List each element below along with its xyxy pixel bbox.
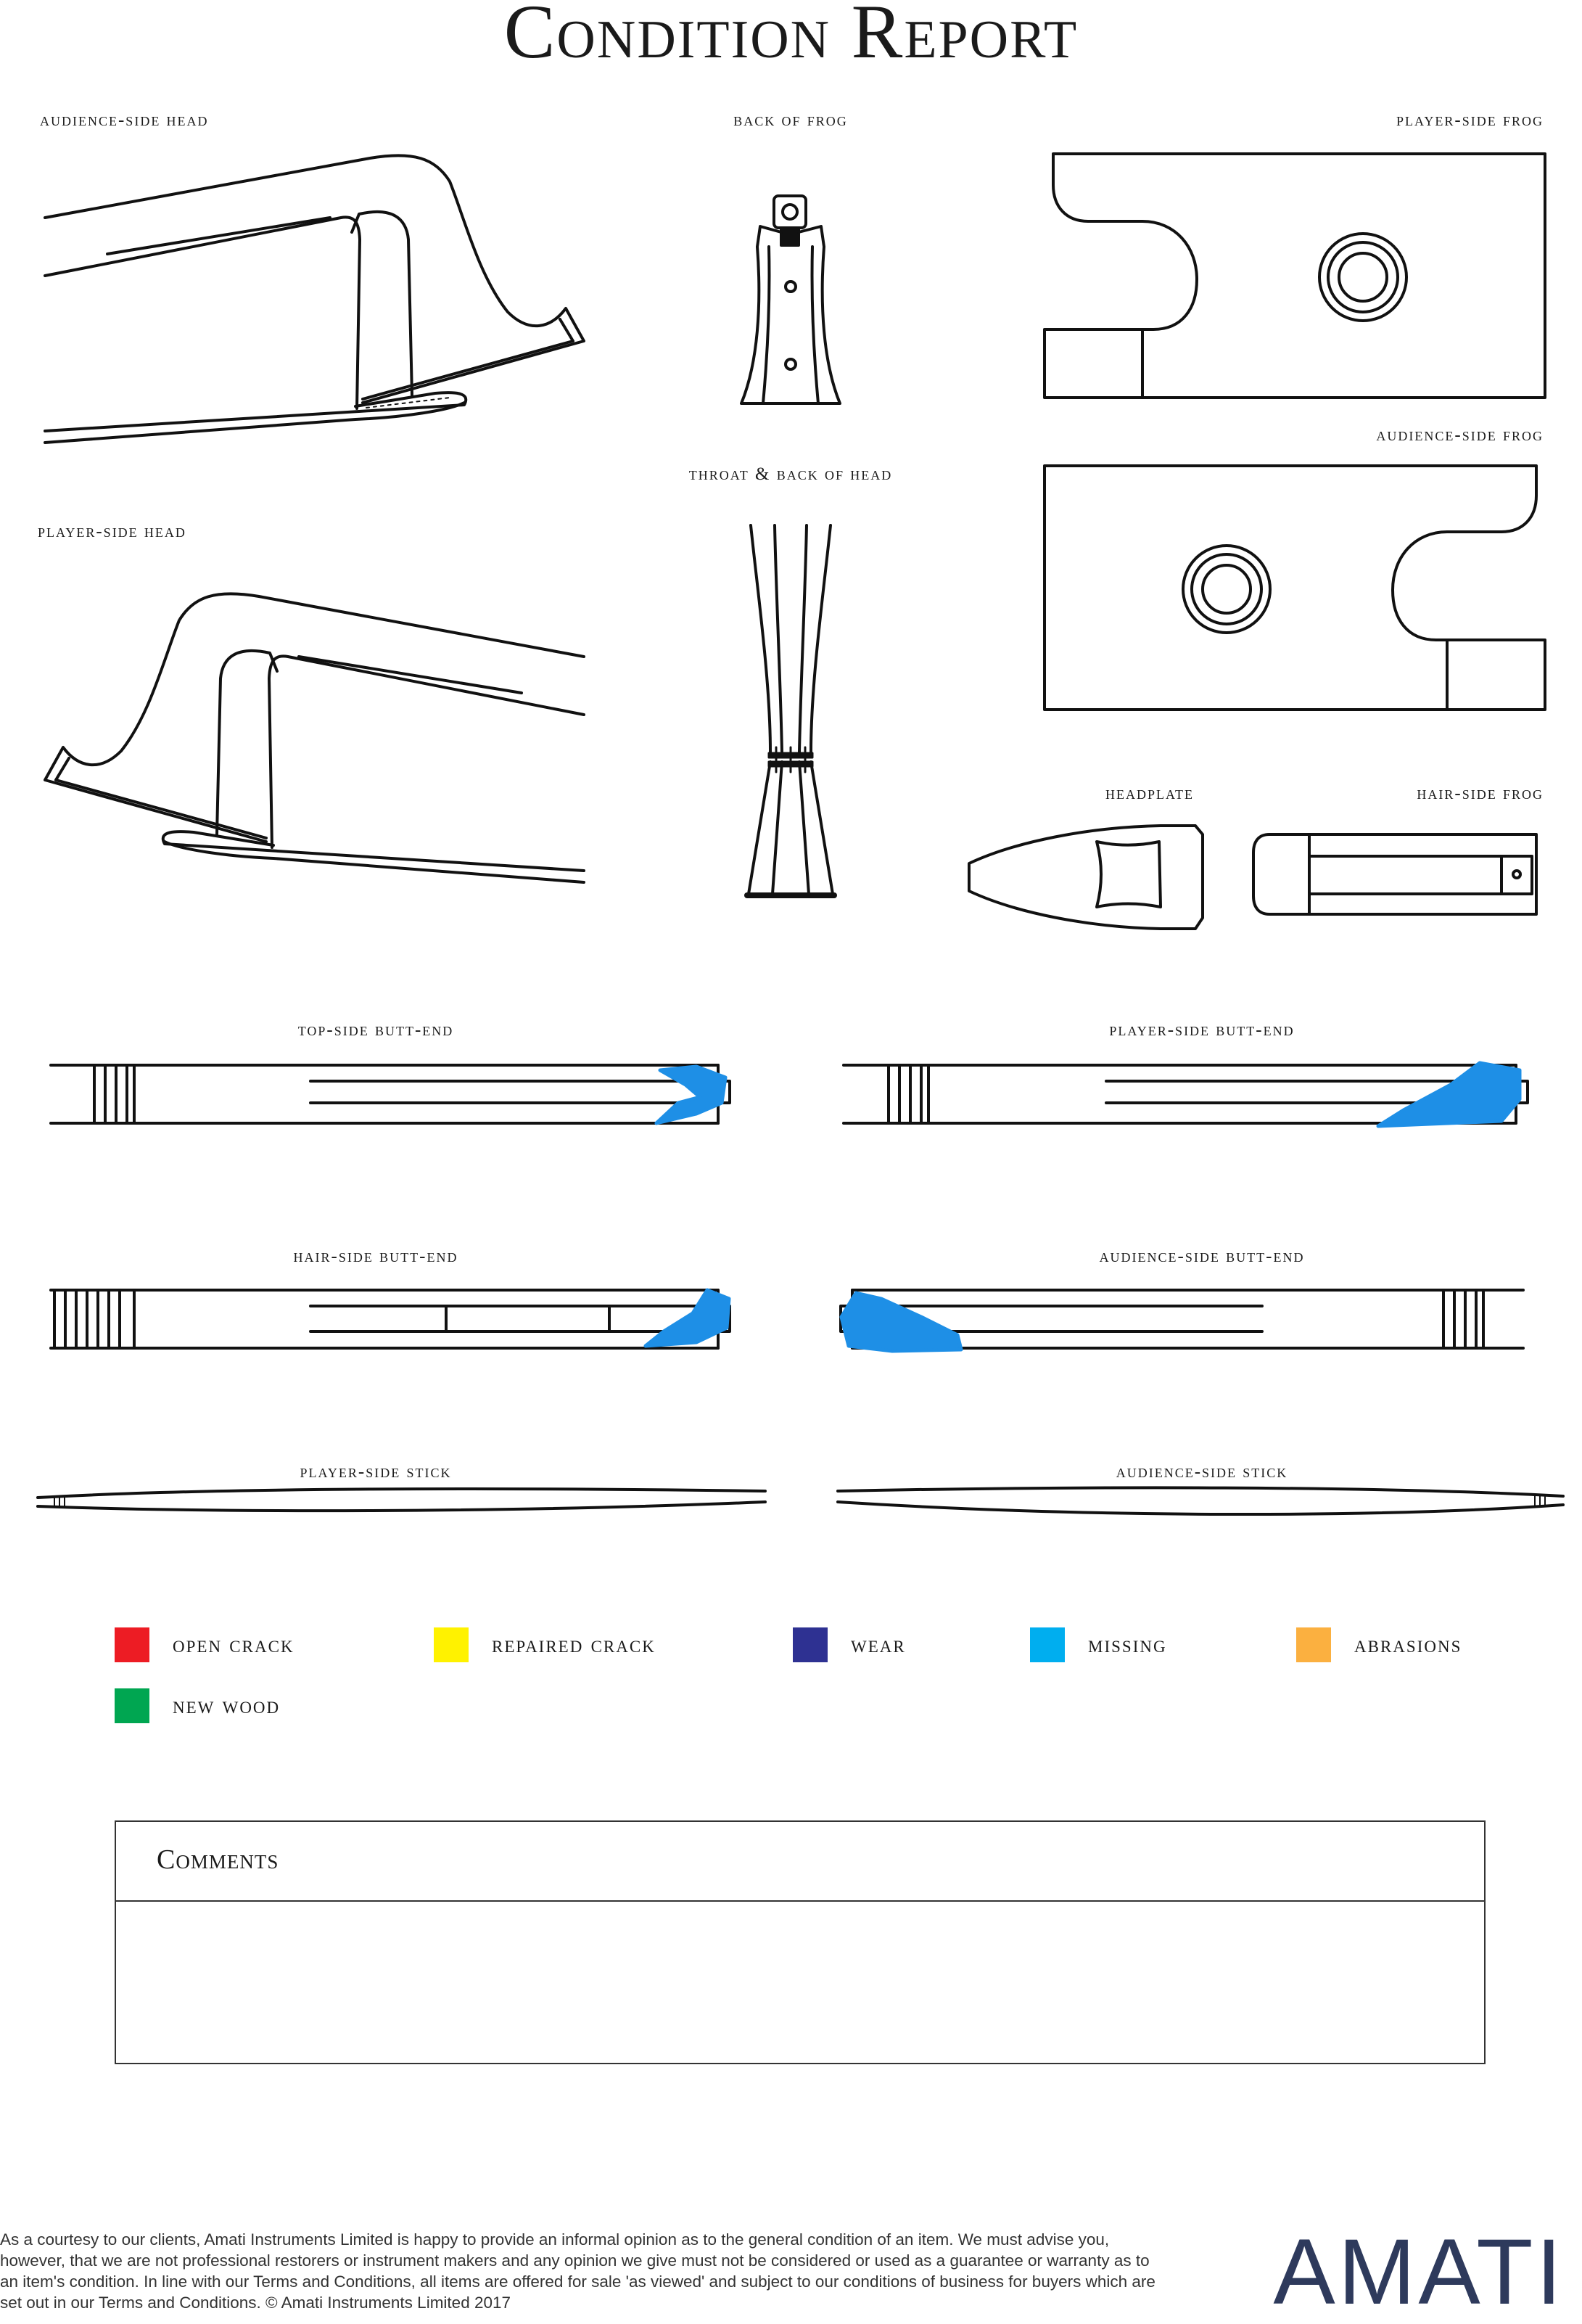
missing-mark-player-side-butt-end [1378,1063,1520,1126]
swatch-missing [1030,1627,1065,1662]
label-player-side-frog: player-side frog [1396,110,1544,130]
disclaimer-text: As a courtesy to our clients, Amati Instruments Limited is happy to provide an informal opinion as to the general condition of an item. We must advise you, however, that we are not professional restorers or instrument makers and any opinion we give must not be considered or used as a guarantee or warranty as to an item's condition. In line with our Terms and Conditions, all items are offered for sale 'as viewed' and subject to our conditions of business for buyers which are set out in our Terms and Conditions. © Amati Instruments Limited 2017 [0,2230,1155,2312]
amati-logo: AMATI [1273,2220,1565,2324]
swatch-abrasions [1296,1627,1331,1662]
legend-label: new wood [173,1692,281,1719]
legend-item-repaired-crack [434,1627,656,1662]
label-player-side-butt-end: player-side butt-end [1109,1020,1295,1040]
label-audience-side-butt-end: audience-side butt-end [1099,1247,1305,1266]
label-throat-back-of-head: throat & back of head [688,464,893,484]
comments-box [115,1820,1486,2064]
swatch-new-wood [115,1688,149,1723]
legend-label: open crack [173,1631,294,1658]
legend-item-new-wood [115,1688,280,1723]
page-title: Condition Report [503,0,1079,74]
comments-field[interactable] [116,1902,1484,2061]
label-hair-side-frog: hair-side frog [1417,784,1544,803]
label-audience-side-frog: audience-side frog [1376,425,1544,445]
label-back-of-frog: back of frog [733,110,848,130]
label-hair-side-butt-end: hair-side butt-end [293,1247,458,1266]
swatch-open-crack [115,1627,149,1662]
missing-mark-top-side-butt-end [656,1067,725,1123]
label-audience-side-head: audience-side head [40,110,209,130]
label-player-side-stick: player-side stick [300,1462,452,1482]
legend-label: missing [1088,1631,1167,1658]
swatch-repaired-crack [434,1627,469,1662]
missing-mark-hair-side-butt-end [646,1290,729,1346]
legend-item-open-crack [115,1627,294,1662]
comments-title: Comments [157,1844,279,1875]
label-headplate: headplate [1105,784,1194,803]
legend-label: wear [851,1631,906,1658]
legend-item-missing [1030,1627,1167,1662]
legend-item-wear [793,1627,906,1662]
swatch-wear [793,1627,828,1662]
missing-mark-audience-side-butt-end [841,1293,961,1351]
label-audience-side-stick: audience-side stick [1116,1462,1288,1482]
legend-item-abrasions [1296,1627,1462,1662]
legend-label: repaired crack [492,1631,656,1658]
label-top-side-butt-end: top-side butt-end [297,1020,454,1040]
label-player-side-head: player-side head [38,522,186,541]
legend-label: abrasions [1354,1631,1462,1658]
comments-header [116,1822,1484,1902]
